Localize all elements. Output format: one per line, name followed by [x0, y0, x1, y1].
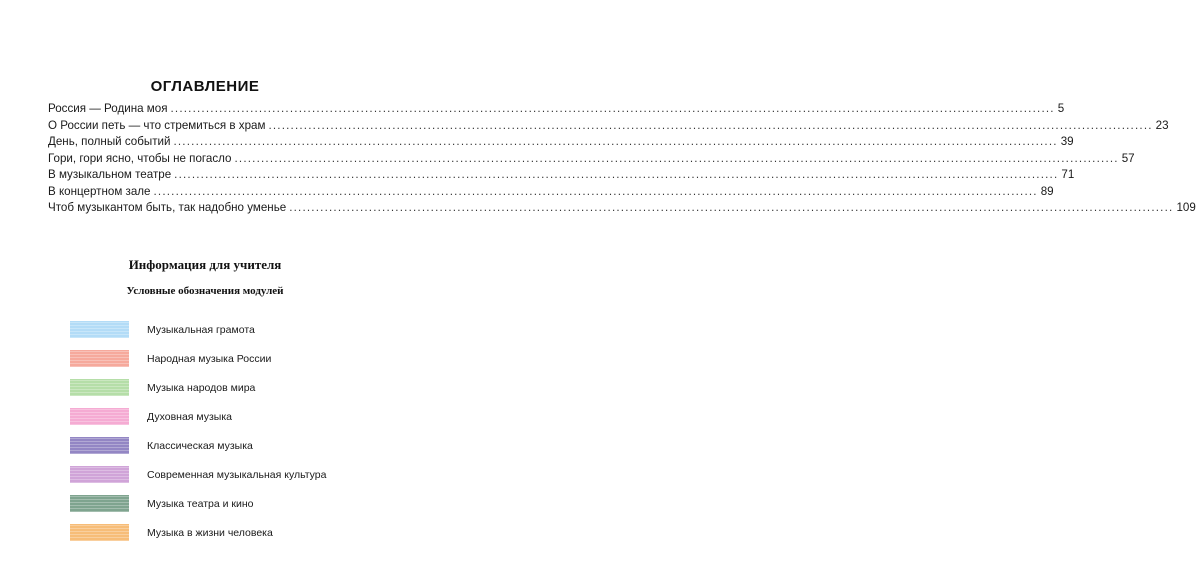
legend-swatch [70, 466, 129, 483]
toc-entry-page: 89 [1040, 184, 1054, 198]
toc-entry-title: Россия — Родина моя [48, 102, 168, 115]
toc-leader-dots: ........................................................................................................................................................................................................ [289, 201, 1174, 214]
toc-entry-title: Гори, гори ясно, чтобы не погасло [48, 151, 232, 165]
toc-entry-title: О России петь — что стремиться в храм [48, 118, 266, 132]
toc-entry-page: 5 [1057, 102, 1065, 115]
legend-item [70, 489, 326, 518]
module-legend [70, 315, 326, 547]
legend-swatch [70, 408, 129, 425]
toc-entry [48, 101, 1065, 118]
toc-leader-dots: ........................................................................................................................................................................................................ [153, 184, 1038, 198]
toc-entry [48, 118, 1169, 135]
legend-label: Музыка в жизни человека [147, 526, 273, 539]
toc-leader-dots: ........................................................................................................................................................................................................ [170, 102, 1055, 115]
legend-label: Народная музыка России [147, 352, 272, 365]
toc-leader-dots: ........................................................................................................................................................................................................ [173, 135, 1058, 148]
legend-item [70, 402, 326, 431]
teacher-info-title: Информация для учителя [128, 257, 282, 272]
toc-entry [48, 134, 1074, 151]
legend-label: Музыка народов мира [147, 381, 256, 394]
legend-swatch [70, 437, 129, 454]
legend-label: Музыка театра и кино [147, 497, 254, 510]
legend-item [70, 344, 326, 373]
toc-leader-dots: ........................................................................................................................................................................................................ [268, 118, 1153, 132]
legend-label: Современная музыкальная культура [147, 468, 327, 481]
legend-swatch [70, 350, 129, 367]
toc-entry [48, 200, 1196, 217]
legend-label: Музыкальная грамота [147, 323, 255, 336]
toc-entry-title: В музыкальном театре [48, 168, 172, 181]
toc-entry-page: 23 [1155, 118, 1169, 132]
legend-swatch [70, 379, 129, 396]
toc-entry-page: 109 [1176, 201, 1196, 214]
legend-label: Классическая музыка [147, 439, 253, 452]
legend-swatch [70, 524, 129, 541]
toc-entry-page: 39 [1060, 135, 1074, 148]
toc-title: ОГЛАВЛЕНИЕ [150, 78, 260, 95]
toc-entry-title: День, полный событий [48, 135, 171, 148]
legend-swatch [70, 321, 129, 338]
toc-entry-page: 57 [1121, 151, 1135, 165]
legend-item [70, 431, 326, 460]
legend-item [70, 518, 326, 547]
toc-entry [48, 184, 1054, 201]
toc-entry-title: В концертном зале [48, 184, 151, 198]
toc-entry-title: Чтоб музыкантом быть, так надобно уменье [48, 201, 287, 214]
toc-leader-dots: ........................................................................................................................................................................................................ [234, 151, 1119, 165]
legend-item [70, 315, 326, 344]
table-of-contents [48, 101, 1196, 217]
toc-leader-dots: ........................................................................................................................................................................................................ [174, 168, 1059, 181]
module-legend-title: Условные обозначения модулей [126, 285, 284, 297]
legend-swatch [70, 495, 129, 512]
legend-item [70, 373, 326, 402]
legend-label: Духовная музыка [147, 410, 232, 423]
legend-item [70, 460, 326, 489]
toc-entry [48, 151, 1135, 168]
toc-entry [48, 167, 1075, 184]
toc-entry-page: 71 [1061, 168, 1075, 181]
